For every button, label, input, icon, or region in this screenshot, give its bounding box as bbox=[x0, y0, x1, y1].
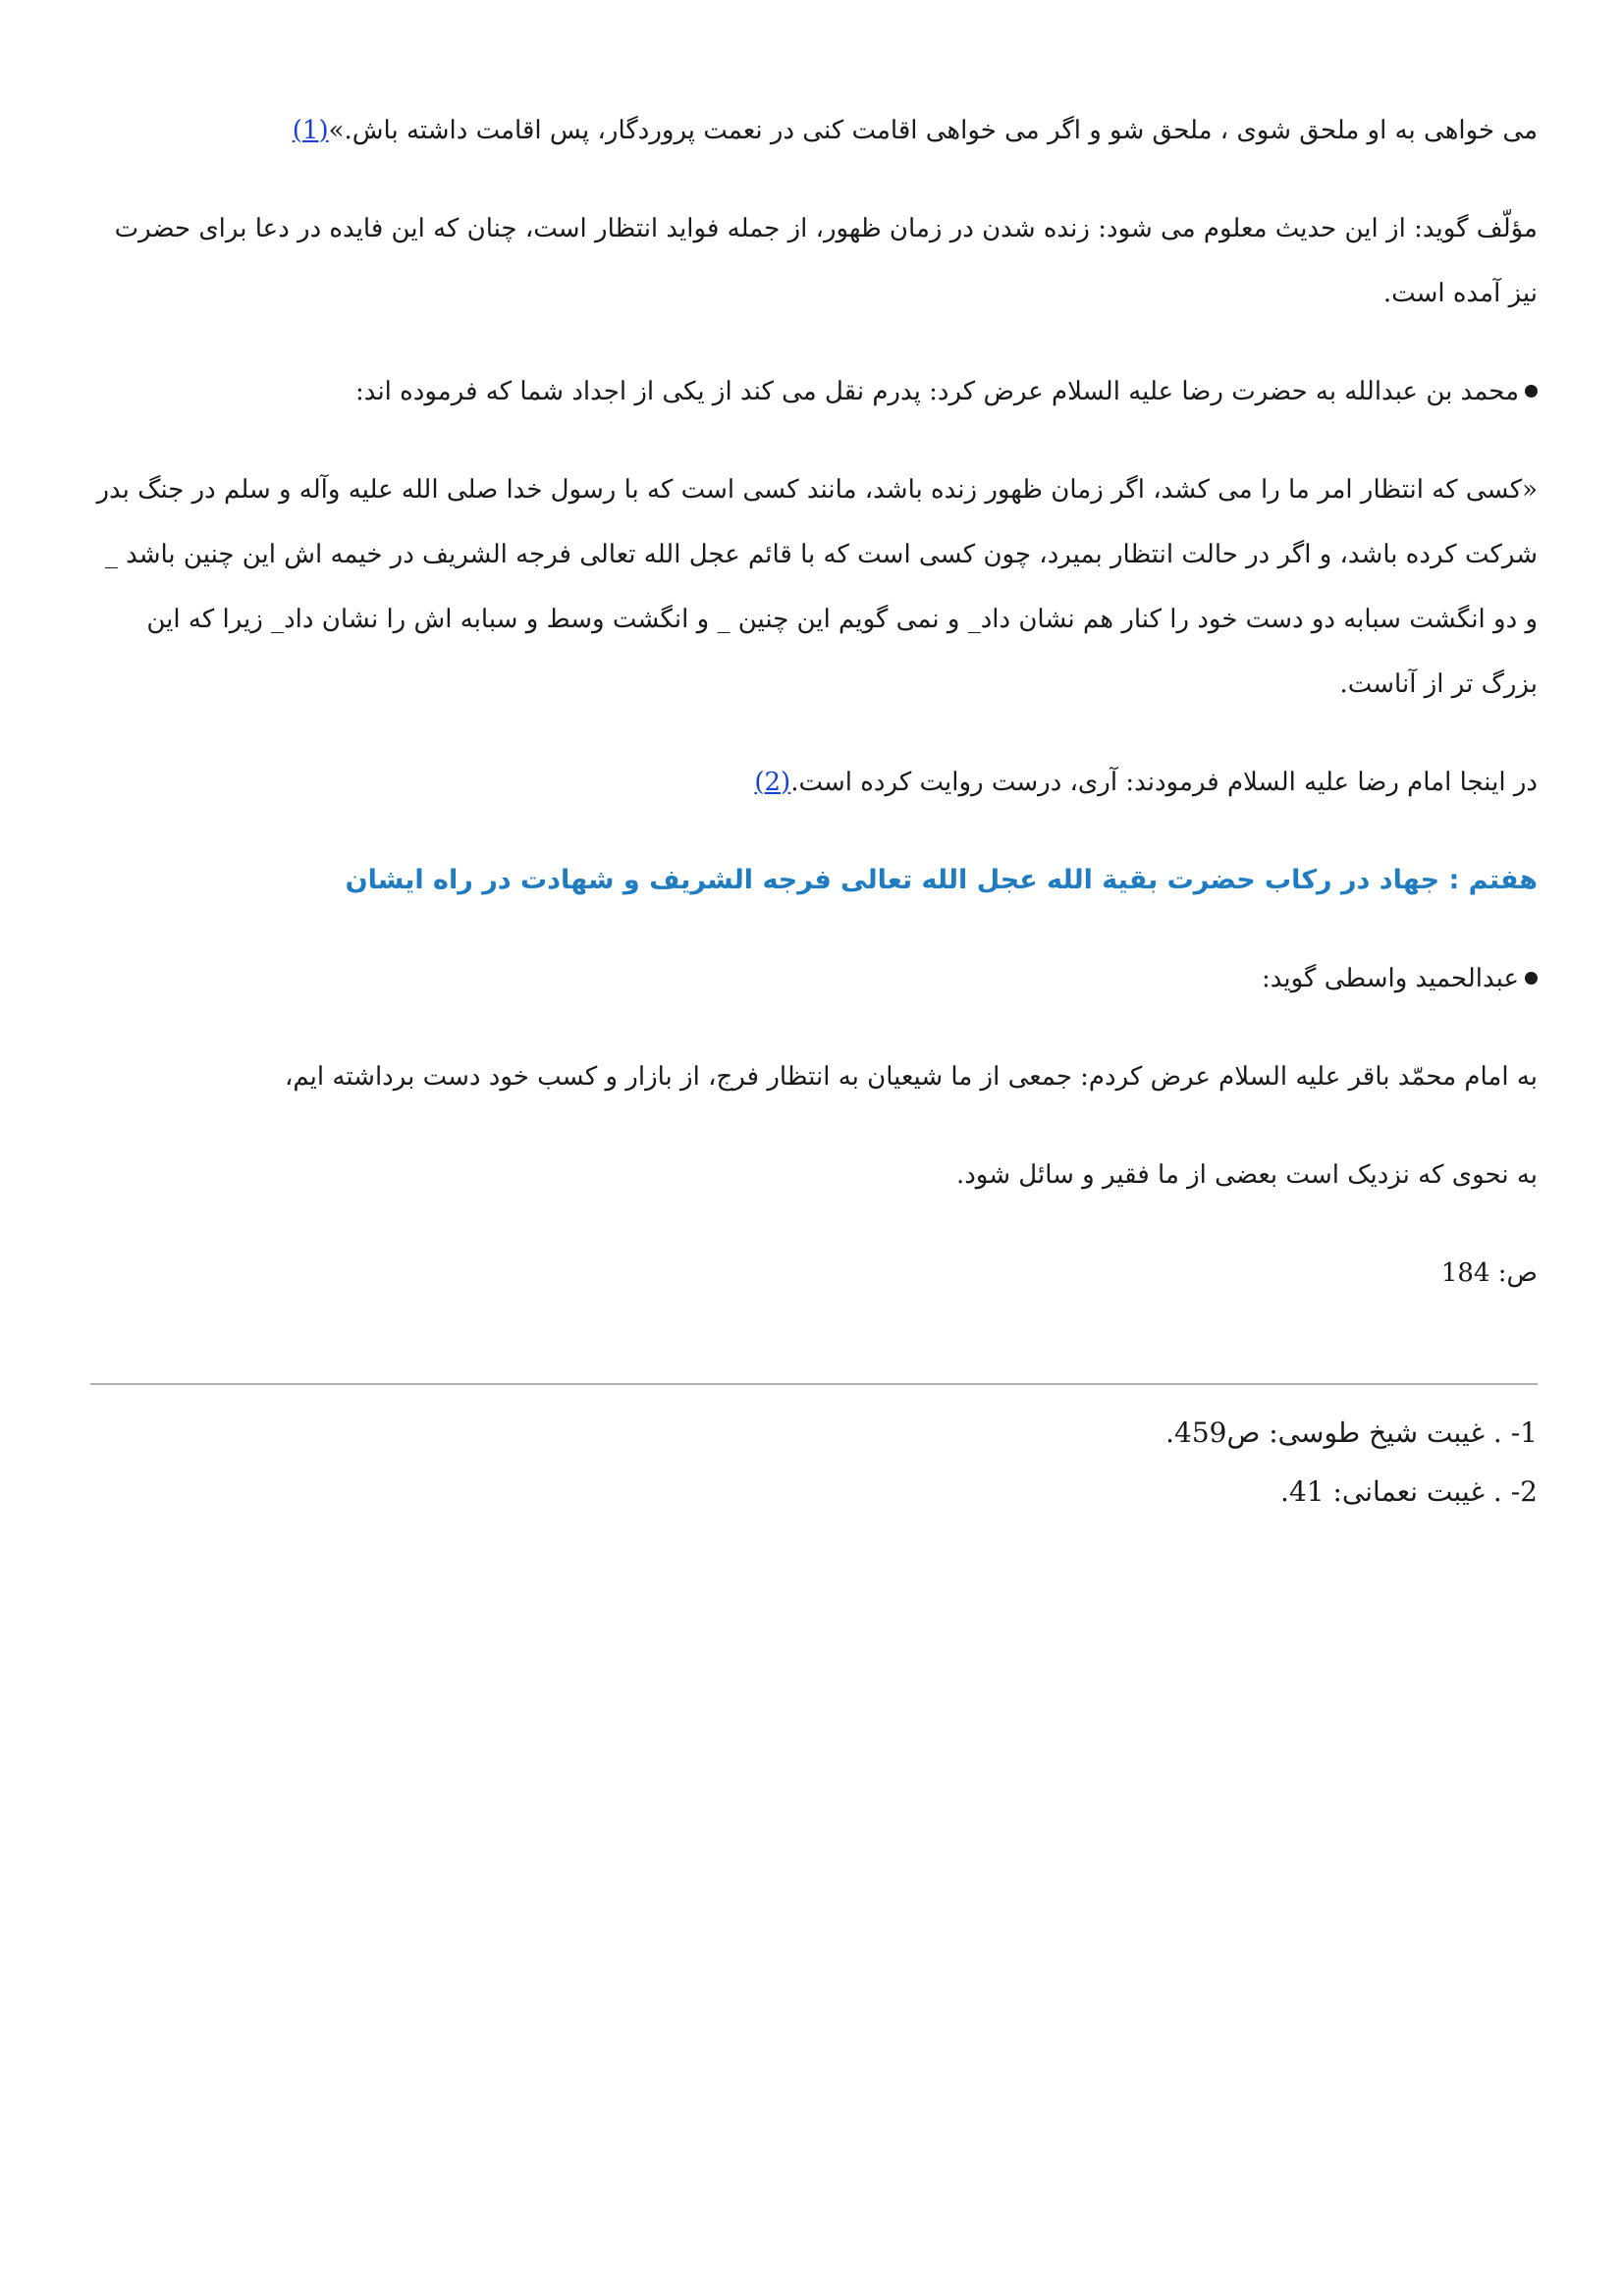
section-heading: هفتم : جهاد در رکاب حضرت بقیة الله عجل الله تعالی فرجه الشریف و شهادت در راه ایشان bbox=[345, 865, 1538, 895]
footnote-link-2[interactable]: (2) bbox=[754, 768, 791, 797]
footnote-item-1: 1- . غیبت شیخ طوسی: ص459. bbox=[1165, 1416, 1538, 1449]
paragraph-7: به امام محمّد باقر علیه السلام عرض کردم: جمعی از ما شیعیان به انتظار فرج، از بازار و کسب خود دست برداشته ایم، bbox=[284, 1062, 1538, 1092]
paragraph-3-text: محمد بن عبدالله به حضرت رضا علیه السلام عرض کرد: پدرم نقل می کند از یکی از اجداد شما که فرموده اند: bbox=[355, 377, 1519, 406]
paragraph-2: مؤلّف گوید: از این حدیث معلوم می شود: زنده شدن در زمان ظهور، از جمله فواید انتظار است، چنان که این فایده در دعا برای حضرت نیز آمده است. bbox=[114, 214, 1538, 308]
footnotes bbox=[90, 1404, 1538, 1522]
paragraph-8: به نحوی که نزدیک است بعضی از ما فقیر و سائل شود. bbox=[955, 1160, 1538, 1190]
paragraph-6-text: عبدالحمید واسطی گوید: bbox=[1261, 964, 1519, 993]
paragraph-5 bbox=[90, 750, 1538, 815]
footnote-item-2: 2- . غیبت نعمانی: 41. bbox=[1280, 1475, 1538, 1508]
document-body bbox=[90, 98, 1538, 1339]
paragraph-1 bbox=[90, 98, 1538, 163]
bullet-icon bbox=[1525, 972, 1538, 985]
footnote-link-1[interactable]: (1) bbox=[292, 116, 329, 145]
paragraph-6 bbox=[90, 946, 1538, 1011]
paragraph-5-text: در اینجا امام رضا علیه السلام فرمودند: آری، درست روایت کرده است. bbox=[790, 768, 1538, 797]
paragraph-3 bbox=[90, 359, 1538, 424]
footnote-divider bbox=[90, 1383, 1538, 1385]
page-number: ص: 184 bbox=[1440, 1258, 1538, 1288]
paragraph-1-text: می خواهی به او ملحق شوی ، ملحق شو و اگر می خواهی اقامت کنی در نعمت پروردگار، پس اقامت داشته باش.» bbox=[328, 116, 1538, 145]
bullet-icon bbox=[1525, 385, 1538, 398]
paragraph-4: «کسی که انتظار امر ما را می کشد، اگر زمان ظهور زنده باشد، مانند کسی است که با رسول خدا صلی الله علیه وآله و سلم در جنگ بدر شرکت کرده باشد، و اگر در حالت انتظار بمیرد، چون کسی است که با قائم عجل الله تعالی فرجه الشریف در خیمه اش این چنین باشد _ و دو انگشت سبابه دو دست خود را کنار هم نشان داد_ و نمی گویم این چنین _ و انگشت وسط و سبابه اش را نشان داد_ زیرا که این بزرگ تر از آناست. bbox=[96, 475, 1538, 699]
